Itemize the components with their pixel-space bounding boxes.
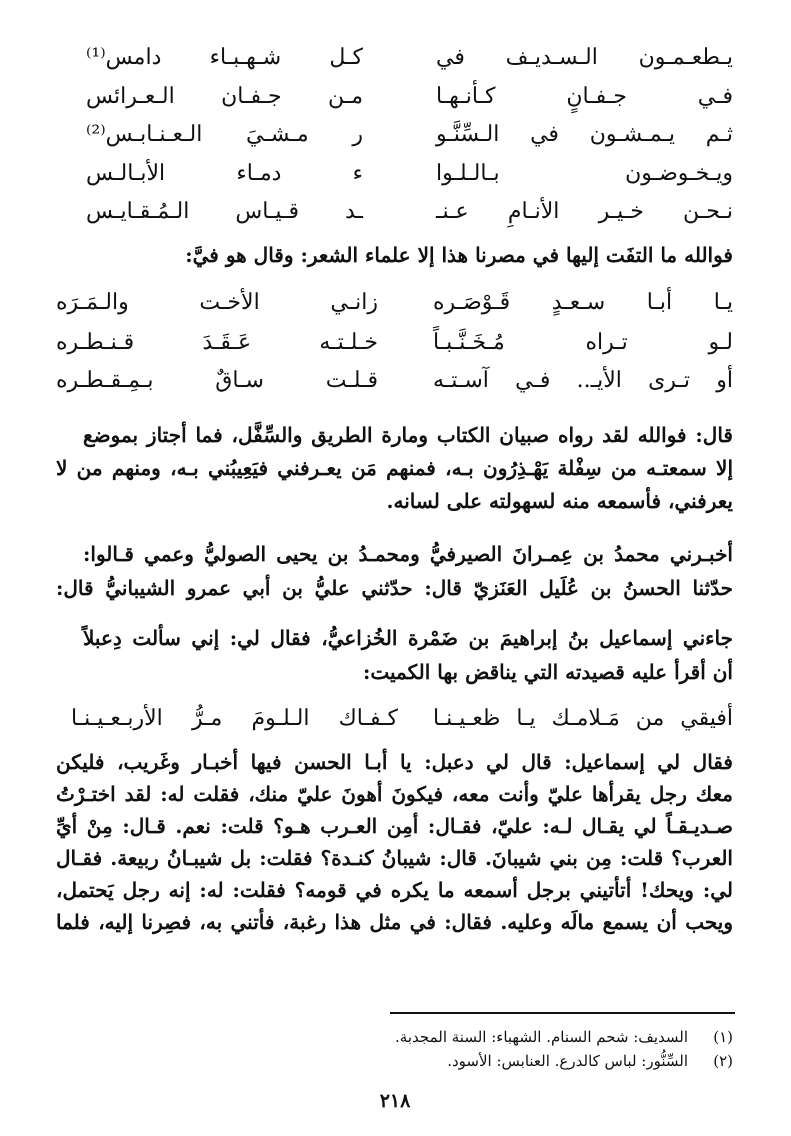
paragraph-line: إلا سمعتـه من سِفْلة يَهْـذِرُون بـه، فمنهم مَن يعـرفني فيَعِيبُني بـه، ومنهم من لا <box>56 456 734 480</box>
verse-second-hemistich: ـد قـيـاس الـمُـقـايـس <box>86 199 363 224</box>
poem-verse <box>56 47 733 73</box>
isnad-paragraph <box>56 544 733 610</box>
verse-second-hemistich: ء دمـاء الأبـالـس <box>86 161 363 186</box>
verse-first-hemistich: أو تـرى الأيـ.. فـي آسـتـه <box>433 368 733 393</box>
paragraph-line: يعرفني، فأسمعه منه لسهولته على لسانه. <box>386 489 733 513</box>
verse-second-hemistich: ر مـشـيَ الـعـنـابـس⁽²⁾ <box>86 122 363 147</box>
footnote <box>333 1054 733 1072</box>
verse-first-hemistich: يـطعـمـون الـسـديـف في <box>436 45 733 70</box>
poem-verse <box>56 124 733 150</box>
narrative-paragraph <box>56 628 733 694</box>
page-number: ٢١٨ <box>379 1090 411 1112</box>
verse-second-hemistich: كـفـاك الـلـومَ مـرُّ الأربـعـيـنـا <box>71 706 398 731</box>
paragraph-line: قال: فوالله لقد رواه صبيان الكتاب ومارة الطريق والسِّفَّل، فما أجتاز بموضع <box>83 423 733 447</box>
paragraph-line: فوالله ما التفَت إليها في مصرنا هذا إلا علماء الشعر: وقال هو فيَّ: <box>185 243 733 267</box>
poem-verse <box>56 708 733 734</box>
verse-second-hemistich: قـلـت سـاقٌ بـمِـقـطـره <box>56 368 378 393</box>
paragraph-line: أن أقرأ عليه قصيدته التي يناقض بها الكميت: <box>362 660 733 684</box>
verse-first-hemistich: لـو تـراه مُـخَـنَّـبـاً <box>433 330 733 355</box>
paragraph-line: فقال لي إسماعيل: قال لي دعبل: يا أبـا الحسن فيها أخبـار وغَريب، فليكن <box>56 750 733 774</box>
narrative-paragraph <box>56 425 733 525</box>
verse-first-hemistich: أفيقي من مَـلامـك يـا ظعـيـنـا <box>433 706 733 731</box>
footnote-separator <box>390 1012 735 1014</box>
verse-first-hemistich: يـا أبـا سـعـدٍ قَـوْصَـره <box>433 290 733 315</box>
paragraph-line: ويحب أن يسمع مالَه وعليه. فقال: في مثل هذا رغبة، فأتني به، فصِرنا إليه، فلما <box>56 910 733 934</box>
footnote-number: (٢) <box>713 1052 733 1070</box>
poem-verse <box>56 163 733 189</box>
paragraph-line: جاءني إسماعيل بنُ إبراهيمَ بن ضَمْرة الخُزاعيُّ، فقال لي: إني سألت دِعبلاً <box>83 626 733 650</box>
paragraph-line: العرب؟ قلت: مِن بني شيبانَ. قال: شيبانُ كنـدة؟ فقلت: بل شيبـانُ ربيعة. فقـال <box>56 846 733 870</box>
paragraph-line: صـديـقـاً لي يقـال لـه: عليّ، فقـال: أمِن العـرب هـو؟ قلت: نعم. قـال: مِنْ أيِّ <box>56 814 733 838</box>
verse-second-hemistich: خـلـتـه عَـقَـدَ قـنـطـره <box>56 330 378 355</box>
footnote-number: (١) <box>713 1028 733 1046</box>
verse-first-hemistich: ويـخـوضـون بـالـلـوا <box>436 161 733 186</box>
verse-first-hemistich: فـي جـفـانٍ كـأنـهـا <box>436 84 733 109</box>
poem-verse <box>56 201 733 227</box>
verse-second-hemistich: كـل شـهـبـاء دامس⁽¹⁾ <box>86 45 363 70</box>
poem-verse <box>56 332 733 358</box>
paragraph-line: حدّثنا الحسنُ بن عُلَيل العَنَزيّ قال: حدّثني عليُّ بن أبي عمرو الشيبانيُّ قال: <box>56 576 733 600</box>
verse-first-hemistich: نـحـن خـيـر الأنـامِ عـنـ <box>436 199 733 224</box>
footnote-text: السِّنُّور: لباس كالدرع. العنابس: الأسود. <box>447 1052 688 1070</box>
footnote-text: السديف: شحم السنام. الشهباء: السنة المجدبة. <box>395 1028 688 1046</box>
poem-verse <box>56 292 733 318</box>
paragraph-line: معك رجل يقرأها عليّ وأنت معه، فيكونَ أهونَ عليّ منك، فقلت له: لقد اختـرْتُ <box>56 782 733 806</box>
verse-second-hemistich: زانـي الأخـت والـمَـرَه <box>56 290 378 315</box>
verse-first-hemistich: ثـم يـمـشـون في الـسِّنَّـو <box>436 122 733 147</box>
footnote <box>333 1030 733 1048</box>
poem-verse <box>56 86 733 112</box>
verse-second-hemistich: مـن جـفـان الـعـرائس <box>86 84 363 109</box>
paragraph-line: لي: ويحك! أتأتيني برجل أسمعه ما يكره في قومه؟ فقلت: له: إنه رجل يَحتمل، <box>56 878 733 902</box>
intro-paragraph <box>56 245 733 269</box>
narrative-paragraph <box>56 752 733 952</box>
poem-verse <box>56 370 733 396</box>
paragraph-line: أخبـرني محمدُ بن عِمـرانَ الصيرفيُّ ومحمـدُ بن يحيى الصوليُّ وعمي قـالوا: <box>83 542 733 566</box>
